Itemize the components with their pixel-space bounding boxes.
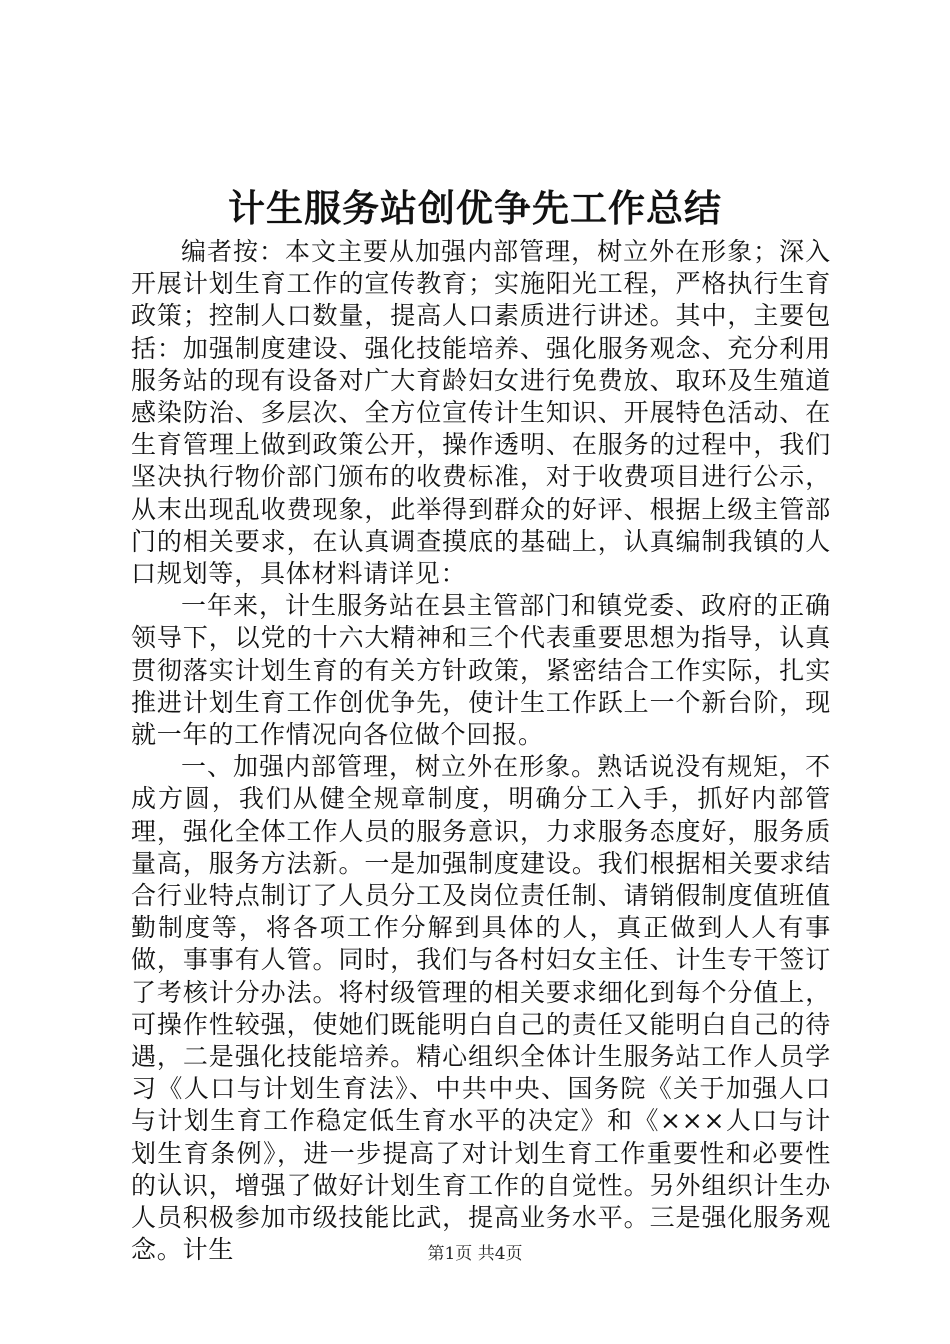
editor-note-paragraph: 编者按：本文主要从加强内部管理，树立外在形象；深入开展计划生育工作的宣传教育；实施阳光工程，严格执行生育政策；控制人口数量，提高人口素质进行讲述。其中，主要包括：加强制度建设、强化技能培养、强化服务观念、充分利用服务站的现有设备对广大育龄妇女进行免费放、取环及生殖道感染防治、多层次、全方位宣传计生知识、开展特色活动、在生育管理上做到政策公开，操作透明、在服务的过程中，我们坚决执行物价部门颁布的收费标准，对于收费项目进行公示，从末出现乱收费现象，此举得到群众的好评、根据上级主管部门的相关要求，在认真调查摸底的基础上，认真编制我镇的人口规划等，具体材料请详见：	[131, 237, 831, 589]
section-one-paragraph: 一、加强内部管理，树立外在形象。熟话说没有规矩，不成方圆，我们从健全规章制度，明确分工入手，抓好内部管理，强化全体工作人员的服务意识，力求服务态度好，服务质量高，服务方法新。一是加强制度建设。我们根据相关要求结合行业特点制订了人员分工及岗位责任制、请销假制度值班值勤制度等，将各项工作分解到具体的人，真正做到人人有事做，事事有人管。同时，我们与各村妇女主任、计生专干签订了考核计分办法。将村级管理的相关要求细化到每个分值上，可操作性较强，使她们既能明白自己的责任又能明白自己的待遇，二是强化技能培养。精心组织全体计生服务站工作人员学习《人口与计划生育法》、中共中央、国务院《关于加强人口与计划生育工作稳定低生育水平的决定》和《×××人口与计划生育条例》，进一步提高了对计划生育工作重要性和必要性的认识，增强了做好计划生育工作的自觉性。另外组织计生办人员积极参加市级技能比武，提高业务水平。三是强化服务观念。计生	[131, 752, 831, 1265]
document-title: 计生服务站创优争先工作总结	[228, 186, 722, 230]
document-body	[131, 236, 831, 1267]
intro-paragraph: 一年来，计生服务站在县主管部门和镇党委、政府的正确领导下，以党的十六大精神和三个代表重要思想为指导，认真贯彻落实计划生育的有关方针政策，紧密结合工作实际，扎实推进计划生育工作创优争先，使计生工作跃上一个新台阶，现就一年的工作情况向各位做个回报。	[131, 591, 831, 750]
page-number-footer: 第1页 共4页	[427, 1244, 523, 1264]
